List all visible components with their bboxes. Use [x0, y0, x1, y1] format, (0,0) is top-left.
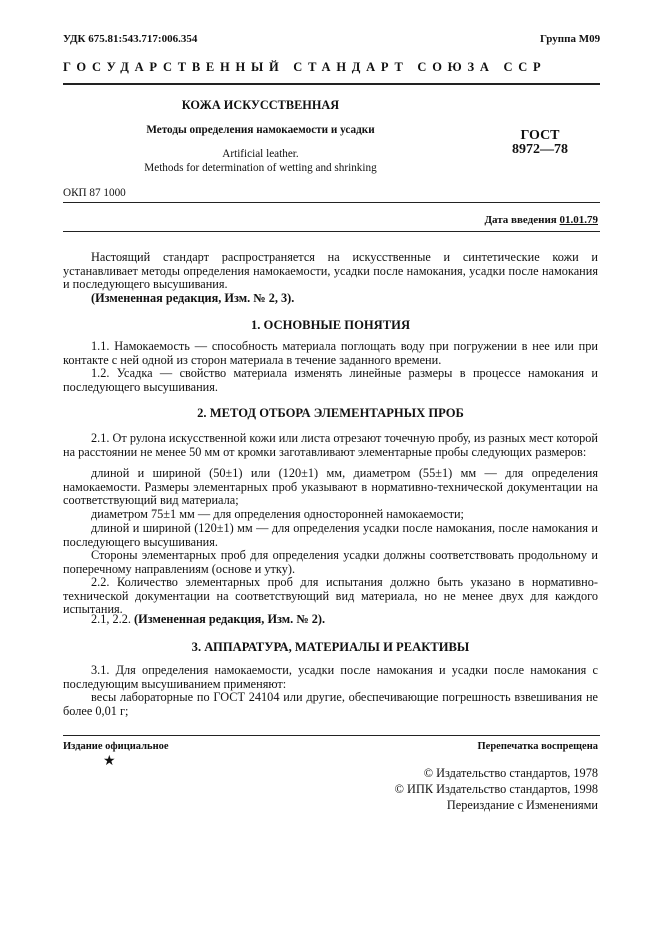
- title-rule: [63, 202, 600, 203]
- group-code: Группа М09: [540, 33, 601, 45]
- gost-label: ГОСТ: [520, 128, 560, 143]
- gost-number: 8972—78: [512, 142, 568, 157]
- section-2-edit-numbers: 2.1, 2.2.: [91, 612, 131, 626]
- paragraph-3-1: 3.1. Для определения намокаемости, усадки после намокания и усадки после намокания с последующим высушиванием применяют:: [63, 663, 598, 691]
- paragraph-2-2: 2.2. Количество элементарных проб для испытания должно быть указано в нормативно-технической документации на соответствующий вид материала, но не менее двух для каждого испытания.: [63, 575, 598, 617]
- section-2-edit-note: [63, 613, 598, 627]
- intro-paragraph: Настоящий стандарт распространяется на искусственные и синтетические кожи и устанавливает методы определения намокаемости, усадки после намокания, усадки после намокания и последующего высушивания.: [63, 250, 598, 292]
- reprint-prohibited: Перепечатка воспрещена: [477, 741, 598, 752]
- title-english: Artificial leather.: [222, 148, 299, 160]
- copyright-1978: © Издательство стандартов, 1978: [423, 766, 598, 780]
- section-3-title: 3. АППАРАТУРА, МАТЕРИАЛЫ И РЕАКТИВЫ: [191, 640, 470, 654]
- paragraph-1-1: 1.1. Намокаемость — способность материала поглощать воду при погружении в нее или при контакте с ней одной из сторон материала в течение заданного времени.: [63, 339, 598, 367]
- document-title: КОЖА ИСКУССТВЕННАЯ: [181, 98, 340, 112]
- paragraph-2-1: 2.1. От рулона искусственной кожи или листа отрезают точечную пробу, из разных мест которой на расстоянии не менее 50 мм от кромки заготавливают элементарные пробы следующих размеров:: [63, 431, 598, 459]
- section-1-title: 1. ОСНОВНЫЕ ПОНЯТИЯ: [250, 318, 411, 332]
- paragraph-3-1a: весы лабораторные по ГОСТ 24104 или другие, обеспечивающие погрешность взвешивания не более 0,01 г;: [63, 690, 598, 718]
- paragraph-2-1d: Стороны элементарных проб для определения усадки должны соответствовать продольному и поперечному направлениям (основе и утку).: [63, 548, 598, 576]
- subtitle-english: Methods for determination of wetting and shrinking: [144, 162, 377, 174]
- intro-edit-note: (Измененная редакция, Изм. № 2, 3).: [91, 291, 295, 305]
- introduction-date: [400, 214, 598, 226]
- paragraph-2-1c: длиной и шириной (120±1) мм — для определения усадки после намокания, после намокания и последующего высушивания.: [63, 521, 598, 549]
- state-standard-header: ГОСУДАРСТВЕННЫЙ СТАНДАРТ СОЮЗА ССР: [63, 60, 547, 74]
- okp-code: ОКП 87 1000: [63, 187, 126, 199]
- copyright-1998: © ИПК Издательство стандартов, 1998: [394, 782, 598, 796]
- paragraph-2-1b: диаметром 75±1 мм — для определения односторонней намокаемости;: [91, 507, 464, 521]
- paragraph-1-2: 1.2. Усадка — свойство материала изменять линейные размеры в процессе намокания и последующего высушивания.: [63, 366, 598, 394]
- header-rule: [63, 83, 600, 85]
- official-edition: Издание официальное: [63, 741, 169, 752]
- star-icon: ★: [103, 754, 116, 769]
- document-subtitle: Методы определения намокаемости и усадки: [146, 124, 375, 136]
- section-2-edit-text: (Измененная редакция, Изм. № 2).: [134, 612, 326, 626]
- footer-rule: [63, 735, 600, 736]
- introduction-date-label: Дата введения: [484, 214, 557, 226]
- section-2-title: 2. МЕТОД ОТБОРА ЭЛЕМЕНТАРНЫХ ПРОБ: [197, 406, 464, 420]
- introduction-date-value: 01.01.79: [559, 214, 598, 226]
- reissue-note: Переиздание с Изменениями: [446, 798, 598, 812]
- paragraph-2-1a: длиной и шириной (50±1) или (120±1) мм, диаметром (55±1) мм — для определения намокаемости. Размеры элементарных проб указывают в нормативно-технической документации на соответствующий вид материала;: [63, 466, 598, 508]
- date-rule: [63, 231, 600, 232]
- udk-code: УДК 675.81:543.717:006.354: [63, 33, 198, 45]
